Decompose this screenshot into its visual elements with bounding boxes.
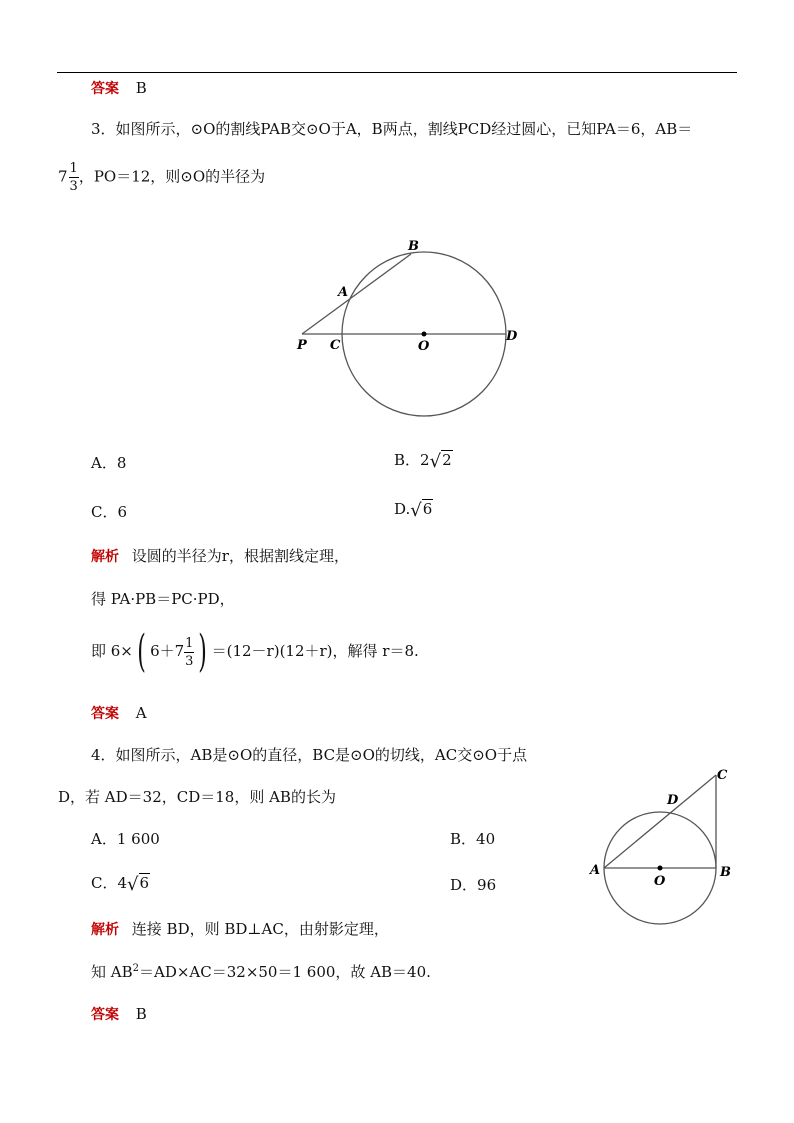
q4-option-c: C．4√6	[91, 874, 150, 895]
q3-option-b: B．2√2	[394, 451, 452, 472]
label-B: B	[720, 865, 731, 880]
label-A: A	[590, 863, 601, 878]
q4-option-b: B．40	[450, 830, 496, 848]
label-C: C	[330, 338, 341, 353]
label-B: B	[408, 239, 419, 254]
label-D: D	[506, 329, 518, 344]
q3-option-c: C．6	[91, 503, 128, 521]
q3-analysis-line2: 得 PA·PB＝PC·PD，	[91, 590, 235, 608]
q3-analysis-line3: 即 6×( 6＋7 $\frac{1}{3}$ ) ＝(12－r)(12＋r)，解得 r＝8.	[91, 626, 419, 677]
answer-value: B	[135, 79, 147, 97]
q4-stem-line2: D，若 AD＝32，CD＝18，则 AB的长为	[58, 788, 336, 806]
q3-option-d: D.√6	[394, 500, 433, 521]
q4-option-d: D．96	[450, 876, 497, 894]
q4-analysis-line2: 知 $AB^2=AD\times AC=32\times 50=1$ 600，故 AB＝40.	[91, 963, 431, 981]
q3-analysis-line1: 解析 设圆的半径为r，根据割线定理，	[91, 547, 349, 565]
q3-stem-line1: 3．如图所示，⊙O的割线PAB交⊙O于A，B两点，割线PCD经过圆心，已知PA＝6，AB＝	[91, 120, 693, 138]
q3-stem-line2: 7 $\frac{1}{3}$ ，PO＝12，则⊙O的半径为	[58, 161, 266, 194]
label-O: O	[418, 339, 430, 354]
label-A: A	[338, 285, 349, 300]
q3-figure	[290, 232, 530, 422]
q2-answer	[91, 78, 147, 98]
q4-answer: 答案 B	[91, 1005, 147, 1023]
label-C: C	[717, 768, 728, 783]
ab-fraction: $\frac{1}{3}$	[69, 161, 78, 194]
q3-answer: 答案 A	[91, 704, 147, 722]
label-O: O	[654, 874, 666, 889]
q4-analysis-line1: 解析 连接 BD，则 BD⊥AC，由射影定理，	[91, 920, 389, 938]
header-rule	[57, 72, 737, 73]
answer-label: 答案	[91, 81, 119, 97]
q3-option-a: A．8	[91, 454, 127, 472]
q4-stem-line1: 4．如图所示，AB是⊙O的直径，BC是⊙O的切线，AC交⊙O于点	[91, 746, 528, 764]
label-D: D	[667, 793, 679, 808]
q4-figure	[580, 765, 740, 950]
label-P: P	[297, 338, 307, 353]
q4-option-a: A．1 600	[91, 830, 160, 848]
